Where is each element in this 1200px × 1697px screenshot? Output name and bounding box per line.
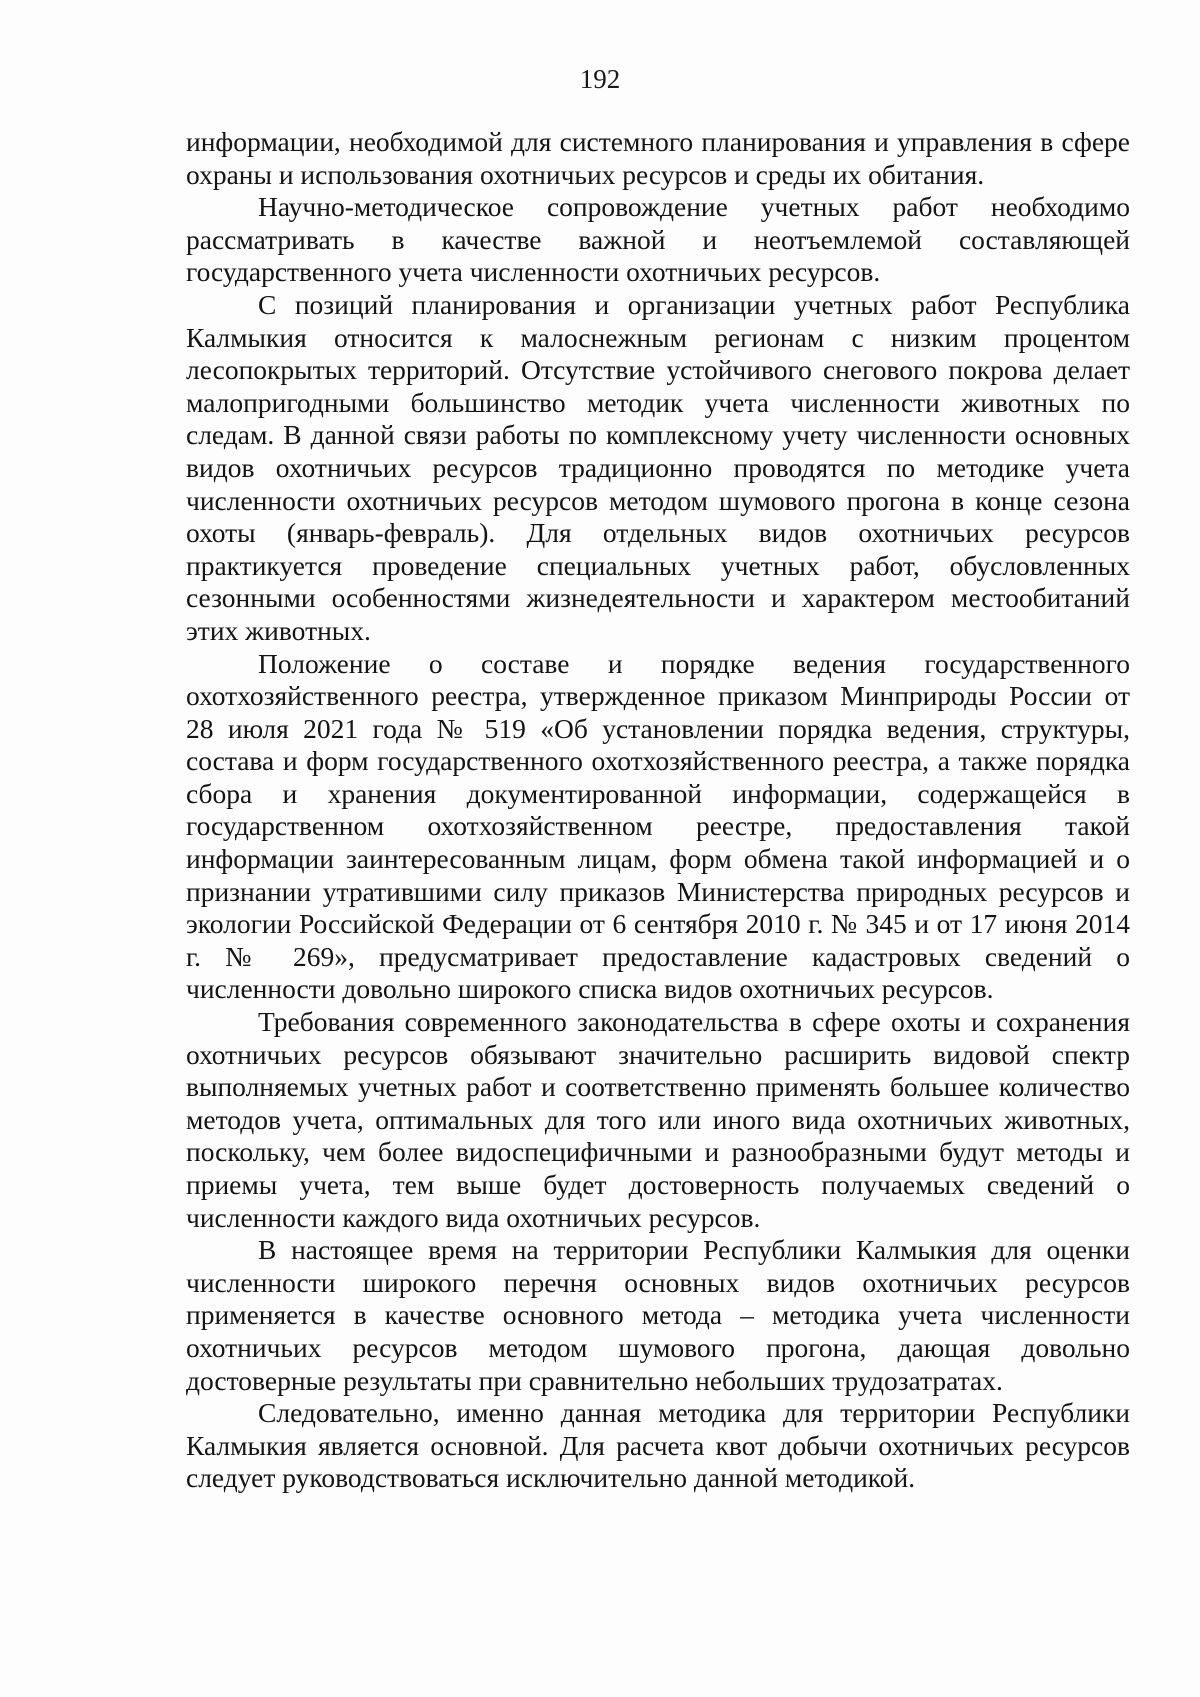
document-body bbox=[186, 126, 1130, 1495]
page-number: 192 bbox=[579, 64, 621, 94]
paragraph-conclusion: Следовательно, именно данная методика для территории Республики Калмыкия является основной. Для расчета квот добычи охотничьих ресурсов следует руководствоваться исключительно данной методикой. bbox=[186, 1397, 1130, 1494]
paragraph-methodological-support: Научно-методическое сопровождение учетных работ необходимо рассматривать в качестве важной и неотъемлемой составляющей государственного учета численности охотничьих ресурсов. bbox=[186, 191, 1130, 288]
paragraph-legislation-requirements: Требования современного законодательства в сфере охоты и сохранения охотничьих ресурсов обязывают значительно расширить видовой спектр выполняемых учетных работ и соответственно применять большее количество методов учета, оптимальных для того или иного вида охотничьих животных, поскольку, чем более видоспецифичными и разнообразными будут методы и приемы учета, тем выше будет достоверность получаемых сведений о численности каждого вида охотничьих ресурсов. bbox=[186, 1006, 1130, 1233]
paragraph-registry-regulation: Положение о составе и порядке ведения государственного охотхозяйственного реестра, утвержденное приказом Минприроды России от 28 июля 2021 года № 519 «Об установлении порядка ведения, структуры, состава и форм государственного охотхозяйственного реестра, а также порядка сбора и хранения документированной информации, содержащейся в государственном охотхозяйственном реестре, предоставления такой информации заинтересованным лицам, форм обмена такой информацией и о признании утратившими силу приказов Министерства природных ресурсов и экологии Российской Федерации от 6 сентября 2010 г. № 345 и от 17 июня 2014 г. № 269», предусматривает предоставление кадастровых сведений о численности довольно широкого списка видов охотничьих ресурсов. bbox=[186, 647, 1130, 1005]
paragraph-kalmykia-planning: С позиций планирования и организации учетных работ Республика Калмыкия относится к малоснежным регионам с низким процентом лесопокрытых территорий. Отсутствие устойчивого снегового покрова делает малопригодными большинство методик учета численности животных по следам. В данной связи работы по комплексному учету численности основных видов охотничьих ресурсов традиционно проводятся по методике учета численности охотничьих ресурсов методом шумового прогона в конце сезона охоты (январь-февраль). Для отдельных видов охотничьих ресурсов практикуется проведение специальных учетных работ, обусловленных сезонными особенностями жизнедеятельности и характером местообитаний этих животных. bbox=[186, 288, 1130, 646]
paragraph-continuation: информации, необходимой для системного планирования и управления в сфере охраны и использования охотничьих ресурсов и среды их обитания. bbox=[186, 126, 1130, 190]
paragraph-current-method: В настоящее время на территории Республики Калмыкия для оценки численности широкого перечня основных видов охотничьих ресурсов применяется в качестве основного метода – методика учета численности охотничьих ресурсов методом шумового прогона, дающая довольно достоверные результаты при сравнительно небольших трудозатратах. bbox=[186, 1234, 1130, 1396]
